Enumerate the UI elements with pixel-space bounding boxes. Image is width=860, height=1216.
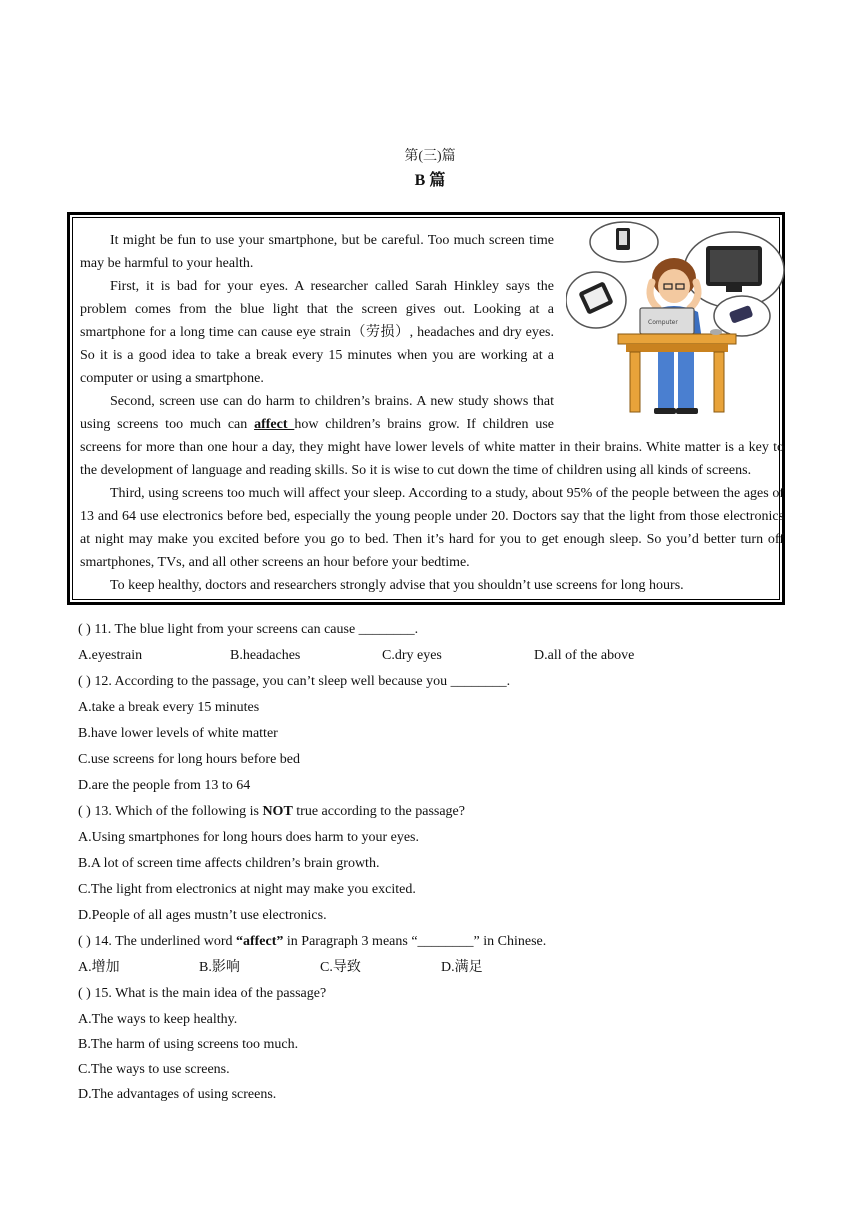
q13-option-c[interactable]: C.The light from electronics at night may make you excited.	[78, 882, 416, 897]
question-15-stem: ( ) 15. What is the main idea of the passage?	[78, 986, 327, 1001]
paragraph-3-start: Second, screen use can do harm to children’s brains. A new study shows that using screens too much can	[80, 394, 554, 432]
q14-stem-end: in Paragraph 3 means “________” in Chinese.	[283, 934, 547, 949]
q13-stem-end: true according to the passage?	[292, 804, 465, 819]
q14-option-b[interactable]: B.影响	[199, 960, 240, 975]
question-13-stem	[78, 799, 798, 825]
q13-stem-start: ( ) 13. Which of the following is	[78, 804, 263, 819]
paragraph-3-end: how children’s brains grow. If children use screens for more than one hour a day, they might have lower levels of white matter in their brains. White matter is a key to the development of language and reading skills. So it is wise to cut down the time of children using all kinds of screens.	[80, 417, 784, 478]
q15-option-a[interactable]: A.The ways to keep healthy.	[78, 1012, 238, 1027]
q11-option-c[interactable]: C.dry eyes	[382, 648, 442, 663]
passage-paragraph-1: It might be fun to use your smartphone, but be careful. Too much screen time may be harmful to your health.	[80, 233, 554, 271]
passage-paragraph-5: To keep healthy, doctors and researchers strongly advise that you shouldn’t use screens for long hours.	[110, 578, 684, 593]
q12-option-a[interactable]: A.take a break every 15 minutes	[78, 700, 260, 715]
q15-option-b[interactable]: B.The harm of using screens too much.	[78, 1037, 299, 1052]
reading-passage-box	[67, 212, 785, 605]
q15-option-d[interactable]: D.The advantages of using screens.	[78, 1087, 277, 1102]
passage-paragraph-2: First, it is bad for your eyes. A researcher called Sarah Hinkley says the problem comes from the blue light that the screen gives out. Looking at a smartphone for a long time can cause eye strain（劳损）, headaches and dry eyes. So it is a good idea to take a break every 15 minutes when you are working at a computer or using a smartphone.	[80, 279, 554, 386]
question-14-options	[78, 955, 798, 981]
q13-option-a[interactable]: A.Using smartphones for long hours does harm to your eyes.	[78, 830, 420, 845]
passage-text	[80, 229, 784, 597]
laptop-label: Computer	[648, 319, 678, 326]
q14-option-d[interactable]: D.满足	[441, 960, 483, 975]
question-list	[78, 617, 798, 1107]
q14-stem-start: ( ) 14. The underlined word	[78, 934, 236, 949]
q11-option-a[interactable]: A.eyestrain	[78, 648, 143, 663]
q12-option-c[interactable]: C.use screens for long hours before bed	[78, 752, 300, 767]
q14-stem-affect: “affect”	[235, 934, 284, 949]
q13-stem-not: NOT	[262, 804, 293, 819]
question-14-stem	[78, 929, 798, 955]
underlined-word-affect: affect	[254, 417, 295, 432]
q14-option-c[interactable]: C.导致	[320, 960, 361, 975]
question-12-stem: ( ) 12. According to the passage, you can’t sleep well because you ________.	[78, 674, 511, 689]
q14-option-a[interactable]: A.增加	[78, 960, 120, 975]
q12-option-b[interactable]: B.have lower levels of white matter	[78, 726, 278, 741]
section-title: 第(三)篇	[404, 149, 456, 164]
q13-option-d[interactable]: D.People of all ages mustn’t use electronics.	[78, 908, 327, 923]
q12-option-d[interactable]: D.are the people from 13 to 64	[78, 778, 251, 793]
part-title: B 篇	[414, 172, 446, 189]
q15-option-c[interactable]: C.The ways to use screens.	[78, 1062, 230, 1077]
q13-option-b[interactable]: B.A lot of screen time affects children’s brain growth.	[78, 856, 380, 871]
screen-user-illustration	[566, 220, 790, 416]
question-11-options	[78, 643, 798, 669]
question-11-stem: ( ) 11. The blue light from your screens can cause ________.	[78, 622, 419, 637]
q11-option-d[interactable]: D.all of the above	[534, 648, 635, 663]
q11-option-b[interactable]: B.headaches	[230, 648, 301, 663]
passage-paragraph-4: Third, using screens too much will affect your sleep. According to a study, about 95% of the people between the ages of 13 and 64 use electronics before bed, especially the young people under 20. Doctors say that the light from those electronics at night may make you excited before you go to bed. Then it’s hard for you to get enough sleep. So you’d better turn off smartphones, TVs, and all other screens an hour before your bedtime.	[80, 486, 784, 570]
